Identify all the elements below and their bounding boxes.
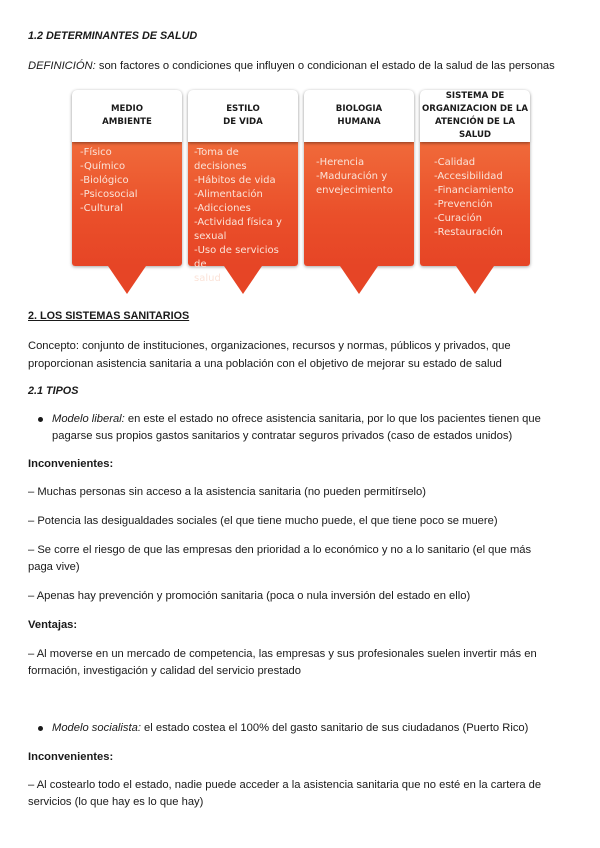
- card-item: -Toma de decisiones: [194, 147, 247, 172]
- modelo-liberal-text: en este el estado no ofrece asistencia sanitaria, por lo que los pacientes tienen que pagarse sus propios gastos sanitarios y contratar seguros privados (caso de estados unidos): [52, 413, 541, 442]
- card-item: -Herencia: [316, 157, 365, 168]
- card-item: -Curación: [434, 213, 482, 224]
- card-body: [188, 142, 298, 284]
- card-item: -Maduración y: [316, 171, 388, 182]
- card-item: -Financiamiento: [434, 185, 514, 196]
- inconveniente-item: – Se corre el riesgo de que las empresas den prioridad a lo económico y no a lo sanitario (el que más paga vive): [28, 544, 532, 573]
- modelo-liberal-label: Modelo liberal:: [52, 413, 125, 425]
- concept-paragraph: Concepto: conjunto de instituciones, organizaciones, recursos y normas, públicos y privados, que proporcionan asistencia sanitaria a una población con el objetivo de mejorar su estado de salud: [28, 340, 511, 370]
- definition-label: DEFINICIÓN:: [28, 60, 96, 72]
- ventaja-item: – Al moverse en un mercado de competencia, las empresas y sus profesionales suelen invertir más en formación, investigación y calidad del servicio prestado: [28, 648, 537, 677]
- card-title: BIOLOGIA HUMANA: [304, 90, 414, 142]
- card-item: envejecimiento: [316, 185, 393, 196]
- card-arrow: [340, 266, 378, 294]
- section-heading-determinantes: 1.2 DETERMINANTES DE SALUD: [28, 30, 198, 42]
- definition-paragraph: [28, 58, 588, 74]
- card-medio-ambiente: [72, 90, 182, 266]
- card-item: -Uso de servicios de: [194, 245, 279, 270]
- card-item: -Biológico: [80, 175, 129, 186]
- card-item: -Psicosocial: [80, 189, 138, 200]
- modelo-socialista-item: [28, 720, 580, 736]
- card-body: [304, 142, 414, 266]
- card-item: -Hábitos de vida: [194, 175, 276, 186]
- card-item: -Restauración: [434, 227, 503, 238]
- card-item: -Accesibilidad: [434, 171, 503, 182]
- definition-text: son factores o condiciones que influyen o condicionan el estado de la salud de las personas: [95, 60, 555, 72]
- section-heading-sistemas-sanitarios: 2. LOS SISTEMAS SANITARIOS: [28, 310, 190, 322]
- card-body: [72, 142, 182, 266]
- bullet-icon: [38, 726, 43, 731]
- card-item: -Calidad: [434, 157, 476, 168]
- card-item: -Cultural: [80, 203, 123, 214]
- card-item: -Prevención: [434, 199, 493, 210]
- card-biologia-humana: [304, 90, 414, 266]
- card-item: salud: [194, 273, 221, 284]
- card-item: -Adicciones: [194, 203, 251, 214]
- card-item: -Actividad física y: [194, 217, 282, 228]
- card-item: -Químico: [80, 161, 126, 172]
- card-arrow: [224, 266, 262, 294]
- modelo-socialista-label: Modelo socialista:: [52, 722, 141, 734]
- card-item: -Físico: [80, 147, 112, 158]
- card-sistema-organizacion: [420, 90, 530, 266]
- card-title: MEDIO AMBIENTE: [72, 90, 182, 142]
- card-item: -Alimentación: [194, 189, 263, 200]
- inconvenientes-label-2: Inconvenientes:: [28, 751, 114, 763]
- card-item: sexual: [194, 231, 227, 242]
- inconveniente-item: – Potencia las desigualdades sociales (el que tiene mucho puede, el que tiene poco se muere): [28, 515, 498, 527]
- inconvenientes-label: Inconvenientes:: [28, 458, 114, 470]
- section-heading-tipos: 2.1 TIPOS: [28, 385, 79, 397]
- card-estilo-de-vida: [188, 90, 298, 284]
- card-arrow: [456, 266, 494, 294]
- determinants-infographic: [72, 90, 530, 296]
- modelo-liberal-item: [28, 411, 562, 445]
- inconveniente-item: – Muchas personas sin acceso a la asistencia sanitaria (no pueden permitírselo): [28, 486, 426, 498]
- card-arrow: [108, 266, 146, 294]
- inconveniente-item: – Apenas hay prevención y promoción sanitaria (poca o nula inversión del estado en ello): [28, 590, 471, 602]
- card-title: ESTILO DE VIDA: [188, 90, 298, 142]
- modelo-socialista-text: el estado costea el 100% del gasto sanitario de sus ciudadanos (Puerto Rico): [140, 722, 529, 734]
- inconveniente-item: – Al costearlo todo el estado, nadie puede acceder a la asistencia sanitaria que no esté en la cartera de servicios (lo que hay es lo que hay): [28, 779, 542, 808]
- card-body: [420, 142, 530, 266]
- bullet-icon: [38, 417, 43, 422]
- card-title: SISTEMA DE ORGANIZACION DE LA ATENCIÓN DE LA SALUD: [421, 91, 529, 140]
- ventajas-label: Ventajas:: [28, 619, 78, 631]
